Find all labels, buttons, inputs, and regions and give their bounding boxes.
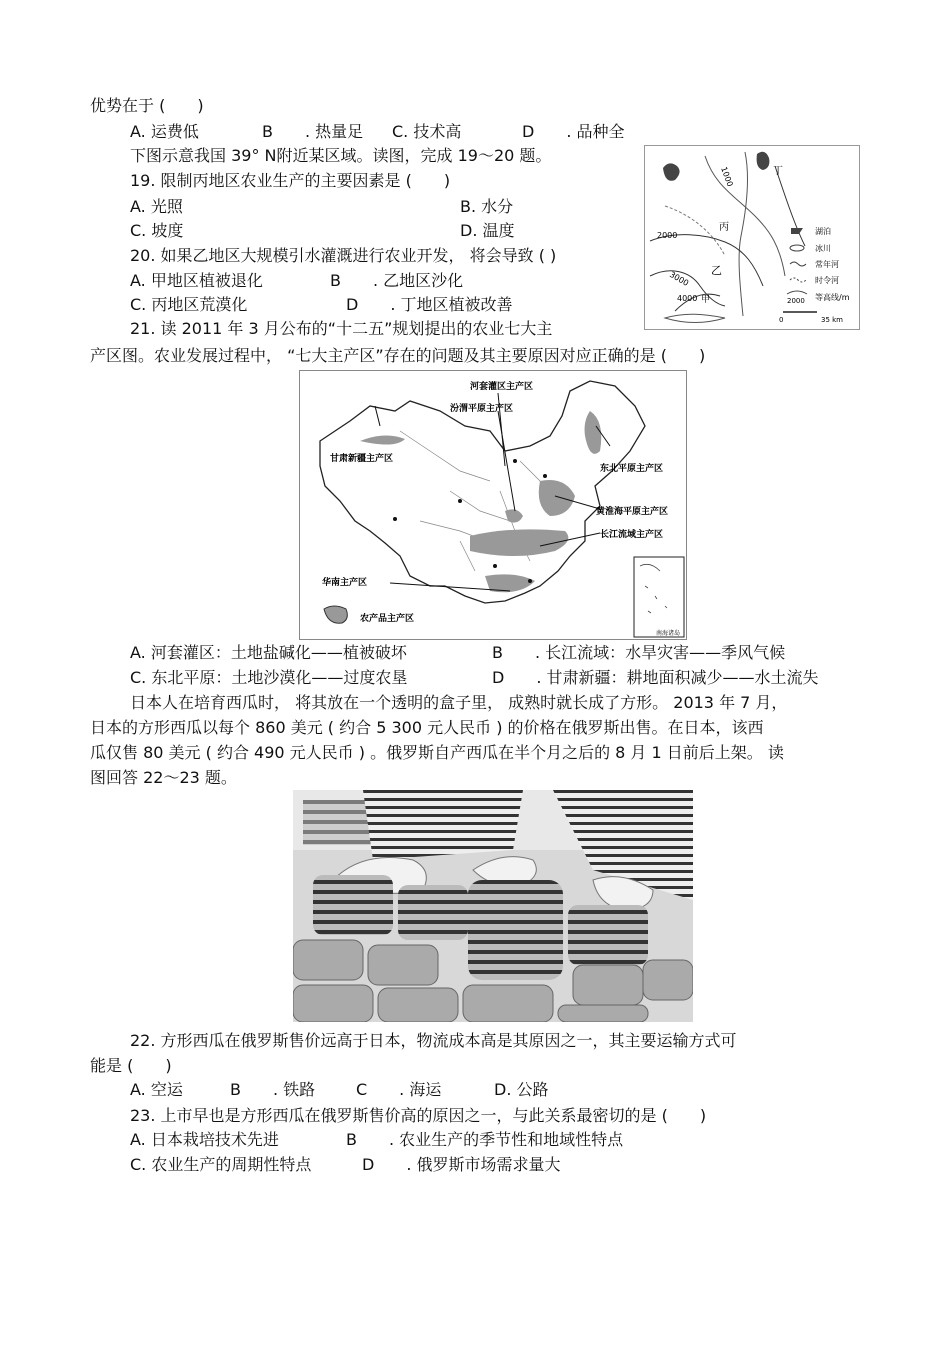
city-dot <box>528 579 532 583</box>
q21-option-b: B . 长江流域：水旱灾害——季风气候 <box>492 643 786 662</box>
q20-option-d: D . 丁地区植被改善 <box>346 295 513 314</box>
legend-region-label: 农产品主产区 <box>360 614 415 624</box>
q21-stem-1: 21. 读 2011 年 3 月公布的“十二五”规划提出的农业七大主 <box>130 319 553 338</box>
legend-lake: 湖泊 <box>815 227 831 236</box>
label-ding: 丁 <box>773 166 783 177</box>
q22-stem-1: 22. 方形西瓜在俄罗斯售价远高于日本，物流成本高是其原因之一，其主要运输方式可 <box>130 1031 737 1050</box>
passage-line-3: 瓜仅售 80 美元 ( 约合 490 元人民币 ) 。俄罗斯自产西瓜在半个月之后的 8 月 1 日前后上架。 读 <box>90 743 784 762</box>
south-china-sea-inset <box>634 557 684 637</box>
china-agri-map <box>300 371 686 639</box>
label-gansu: 甘肃新疆主产区 <box>330 454 394 464</box>
q22-option-b: B . 铁路 <box>230 1080 316 1099</box>
center-watermelon <box>468 880 563 980</box>
city-dot <box>393 517 397 521</box>
contour-label-4000: 4000 <box>677 294 698 303</box>
label-huanan: 华南主产区 <box>322 578 368 588</box>
legend-seasonal: 时令河 <box>815 276 839 285</box>
legend-contour-value: 2000 <box>787 297 805 305</box>
q23-stem: 23. 上市早也是方形西瓜在俄罗斯售价高的原因之一，与此关系最密切的是 ( ) <box>130 1106 707 1125</box>
intro-19-20: 下图示意我国 39° N附近某区域。读图，完成 19～20 题。 <box>130 146 552 165</box>
q20-option-a: A. 甲地区植被退化 <box>130 271 263 290</box>
q19-option-c: C. 坡度 <box>130 221 184 240</box>
label-dongbei: 东北平原主产区 <box>600 464 664 474</box>
q20-option-b: B . 乙地区沙化 <box>330 271 464 290</box>
label-fenwei: 汾渭平原主产区 <box>450 404 514 414</box>
q18-option-c: C. 技术高 <box>392 122 462 141</box>
q22-stem-2: 能是 ( ) <box>90 1056 172 1075</box>
q22-option-c: C . 海运 <box>356 1080 442 1099</box>
q21-option-a: A. 河套灌区：土地盐碱化——植被破坏 <box>130 643 407 662</box>
legend-contour: 等高线/m <box>815 293 850 302</box>
q21-option-c: C. 东北平原：土地沙漠化——过度农垦 <box>130 668 408 687</box>
passage-line-4: 图回答 22～23 题。 <box>90 768 237 787</box>
label-yi: 乙 <box>711 264 722 277</box>
china-agri-map-figure <box>299 370 687 640</box>
city-dot <box>493 564 497 568</box>
label-changjiang: 长江流域主产区 <box>600 530 664 540</box>
label-huanghuai: 黄淮海平原主产区 <box>596 507 669 517</box>
regional-map-figure <box>644 145 860 330</box>
q23-option-d: D . 俄罗斯市场需求量大 <box>362 1155 561 1174</box>
scale-km: 35 km <box>821 316 844 324</box>
q22-option-a: A. 空运 <box>130 1080 183 1099</box>
legend-river: 常年河 <box>815 260 839 269</box>
q19-option-d: D. 温度 <box>460 221 515 240</box>
label-jia: 甲 <box>701 295 711 305</box>
contour-label-1000: 1000 <box>719 165 735 188</box>
q19-option-b: B. 水分 <box>460 197 514 216</box>
legend-glacier: 冰川 <box>815 244 831 253</box>
q22-option-d: D. 公路 <box>494 1080 549 1099</box>
q19-option-a: A. 光照 <box>130 197 183 216</box>
watermelon-photo-art <box>293 790 693 1022</box>
q23-option-c: C. 农业生产的周期性特点 <box>130 1155 312 1174</box>
passage-line-2: 日本的方形西瓜以每个 860 美元 ( 约合 5 300 元人民币 ) 的价格在俄罗斯出售。在日本，该西 <box>90 718 764 737</box>
regional-map <box>645 146 859 329</box>
inset-label: 南海诸岛 <box>656 630 681 637</box>
label-hetao: 河套灌区主产区 <box>470 382 534 392</box>
contour-label-2000: 2000 <box>657 231 678 240</box>
q18-option-a: A. 运费低 <box>130 122 199 141</box>
city-dot <box>543 474 547 478</box>
q18-option-b: B . 热量足 <box>262 122 364 141</box>
contour-label-3000: 3000 <box>668 269 691 288</box>
city-dot <box>458 499 462 503</box>
q21-stem-2: 产区图。农业发展过程中， “七大主产区”存在的问题及其主要原因对应正确的是 ( ) <box>90 346 706 365</box>
passage-line-1: 日本人在培育西瓜时， 将其放在一个透明的盒子里， 成熟时就长成了方形。 2013 年 7 月， <box>130 693 788 712</box>
q18-option-d: D . 品种全 <box>522 122 625 141</box>
scale-zero: 0 <box>779 316 784 324</box>
q21-option-d: D . 甘肃新疆：耕地面积减少——水土流失 <box>492 668 819 687</box>
q18-stem: 优势在于 ( ) <box>90 96 204 115</box>
city-dot <box>513 459 517 463</box>
q23-option-b: B . 农业生产的季节性和地域性特点 <box>346 1130 624 1149</box>
q20-option-c: C. 丙地区荒漠化 <box>130 295 248 314</box>
label-bing: 丙 <box>719 222 729 233</box>
q23-option-a: A. 日本栽培技术先进 <box>130 1130 279 1149</box>
q20-stem: 20. 如果乙地区大规模引水灌溉进行农业开发， 将会导致 ( ) <box>130 246 557 265</box>
square-watermelon-photo <box>293 790 693 1022</box>
q19-stem: 19. 限制丙地区农业生产的主要因素是 ( ) <box>130 171 451 190</box>
